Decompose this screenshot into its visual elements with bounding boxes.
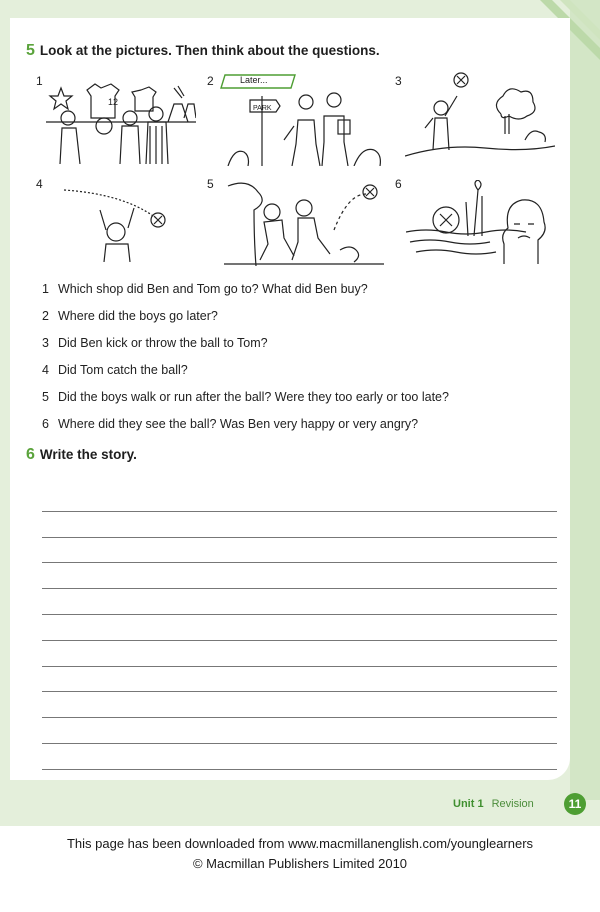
- exercise-5-instruction: Look at the pictures. Then think about the questions.: [39, 43, 380, 58]
- picture-5-run-illustration: [224, 180, 384, 266]
- question-number: 6: [42, 417, 49, 431]
- question-number: 2: [42, 309, 49, 323]
- page-number-badge: 11: [564, 793, 586, 815]
- question-text: Where did the boys go later?: [58, 309, 218, 323]
- writing-line[interactable]: [42, 692, 557, 718]
- question-text: Which shop did Ben and Tom go to? What did Ben buy?: [58, 282, 368, 296]
- writing-line[interactable]: [42, 589, 557, 615]
- writing-line[interactable]: [42, 744, 557, 770]
- question-text: Did Ben kick or throw the ball to Tom?: [58, 336, 268, 350]
- picture-1-shop-illustration: [46, 78, 196, 164]
- picture-2-caption: Later...: [240, 75, 268, 85]
- exercise-6-heading: [26, 446, 137, 464]
- download-source-line[interactable]: This page has been downloaded from www.macmillanenglish.com/younglearners: [66, 836, 534, 851]
- writing-line[interactable]: [42, 718, 557, 744]
- question-text: Where did they see the ball? Was Ben very happy or very angry?: [58, 417, 419, 431]
- exercise-6-instruction: Write the story.: [39, 447, 137, 462]
- picture-2-caption-box: [220, 74, 296, 89]
- writing-line[interactable]: [42, 512, 557, 538]
- story-writing-area[interactable]: [42, 486, 557, 770]
- shirt-number-label: 12: [108, 97, 119, 107]
- download-notice: [0, 834, 600, 874]
- writing-line[interactable]: [42, 563, 557, 589]
- picture-5-number: 5: [207, 177, 214, 191]
- unit-label: [453, 798, 534, 810]
- exercise-6-number: 6: [26, 446, 35, 463]
- football-icon: [96, 118, 112, 134]
- question-item: [42, 330, 449, 357]
- question-item: [42, 276, 449, 303]
- picture-1-number: 1: [36, 74, 43, 88]
- question-item: [42, 384, 449, 411]
- picture-6-river-illustration: [406, 180, 556, 264]
- writing-line[interactable]: [42, 667, 557, 693]
- exercise-5-number: 5: [26, 42, 35, 59]
- question-number: 4: [42, 363, 49, 377]
- writing-line[interactable]: [42, 486, 557, 512]
- question-item: [42, 303, 449, 330]
- question-number: 3: [42, 336, 49, 350]
- unit-name: Unit 1: [453, 798, 484, 810]
- park-sign-label: PARK: [253, 105, 272, 112]
- questions-list: [42, 276, 449, 438]
- star-icon: [50, 88, 72, 109]
- exercise-5-heading: [26, 42, 380, 60]
- picture-2-number: 2: [207, 74, 214, 88]
- picture-3-number: 3: [395, 74, 402, 88]
- question-item: [42, 411, 449, 438]
- writing-line[interactable]: [42, 538, 557, 564]
- picture-6-number: 6: [395, 177, 402, 191]
- picture-2-park-illustration: [224, 92, 384, 166]
- question-text: Did Tom catch the ball?: [58, 363, 188, 377]
- question-item: [42, 357, 449, 384]
- picture-4-number: 4: [36, 177, 43, 191]
- question-number: 5: [42, 390, 49, 404]
- copyright-line: © Macmillan Publishers Limited 2010: [192, 856, 408, 871]
- writing-line[interactable]: [42, 615, 557, 641]
- picture-3-throw-illustration: [405, 70, 555, 162]
- question-number: 1: [42, 282, 49, 296]
- picture-4-catch-illustration: [46, 180, 176, 262]
- question-text: Did the boys walk or run after the ball? Were they too early or too late?: [58, 390, 449, 404]
- section-name: Revision: [491, 798, 534, 810]
- writing-line[interactable]: [42, 641, 557, 667]
- right-margin-strip: [570, 0, 600, 800]
